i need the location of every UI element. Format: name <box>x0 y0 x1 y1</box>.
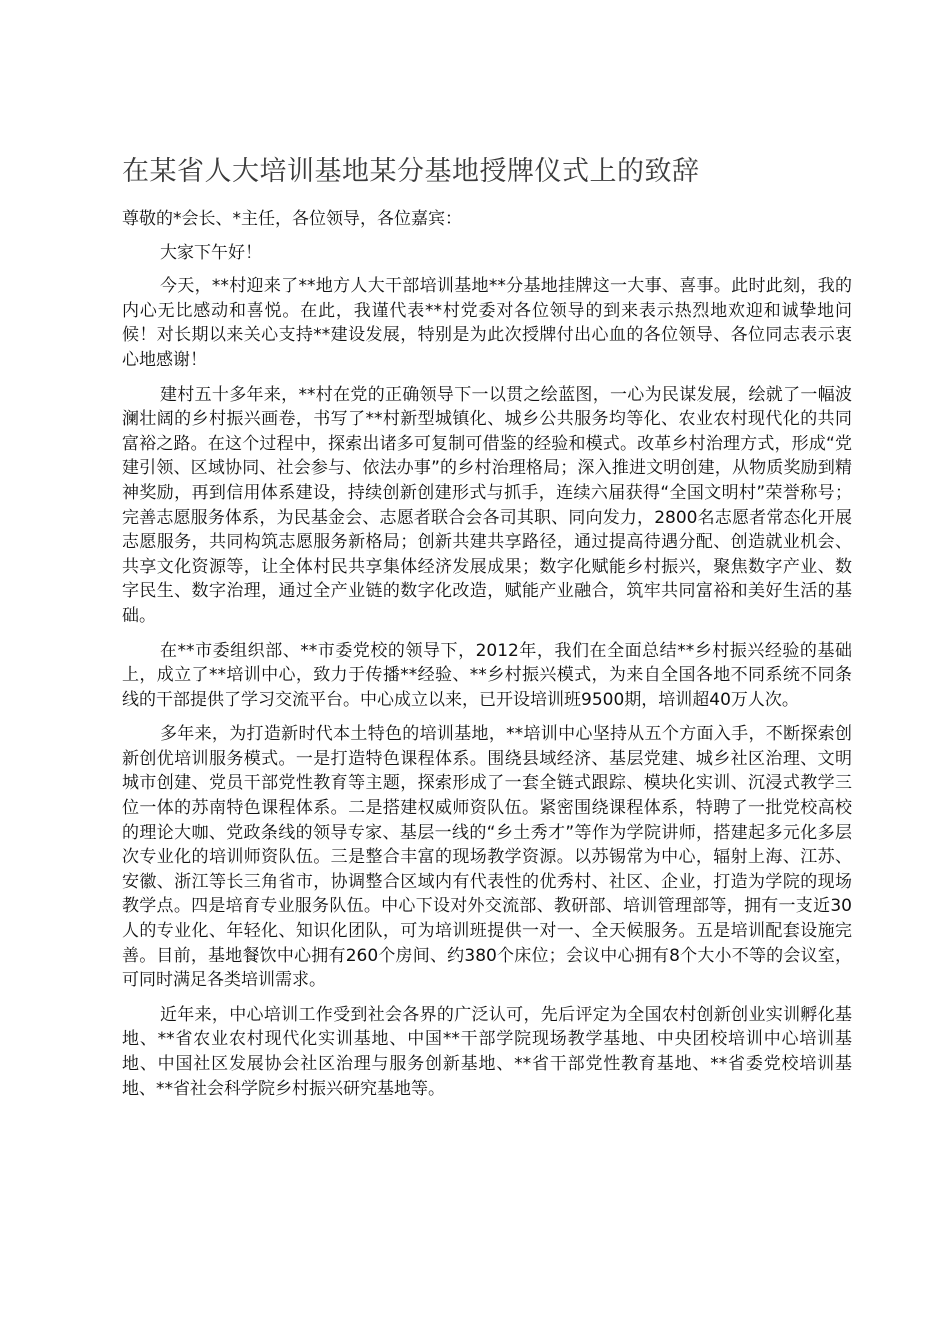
salutation: 尊敬的*会长、*主任，各位领导，各位嘉宾： <box>122 209 462 229</box>
document-body <box>122 207 852 1101</box>
document-title: 在某省人大培训基地某分基地授牌仪式上的致辞 <box>122 156 700 187</box>
paragraph-training-center-founding: 在**市委组织部、**市委党校的领导下，2012年，我们在全面总结**乡村振兴经验的基础上，成立了**培训中心，致力于传播**经验、**乡村振兴模式，为来自全国各地不同系统不同条线的干部提供了学习交流平台。中心成立以来，已开设培训班9500期，培训超40万人次。 <box>122 640 852 710</box>
paragraph-opening: 今天，**村迎来了**地方人大干部培训基地**分基地挂牌这一大事、喜事。此时此刻，我的内心无比感动和喜悦。在此，我谨代表**村党委对各位领导的到来表示热烈地欢迎和诚挚地问候！对长期以来关心支持**建设发展，特别是为此次授牌付出心血的各位领导、各位同志表示衷心地感谢！ <box>122 276 852 370</box>
paragraph-recognition: 近年来，中心培训工作受到社会各界的广泛认可，先后评定为全国农村创新创业实训孵化基地、**省农业农村现代化实训基地、中国**干部学院现场教学基地、中央团校培训中心培训基地、中国社区发展协会社区治理与服务创新基地、**省干部党性教育基地、**省委党校培训基地、**省社会科学院乡村振兴研究基地等。 <box>122 1004 852 1099</box>
paragraph-village-history: 建村五十多年来，**村在党的正确领导下一以贯之绘蓝图，一心为民谋发展，绘就了一幅波澜壮阔的乡村振兴画卷，书写了**村新型城镇化、城乡公共服务均等化、农业农村现代化的共同富裕之路。在这个过程中，探索出诸多可复制可借鉴的经验和模式。改革乡村治理方式，形成“党建引领、区域协同、社会参与、依法办事”的乡村治理格局；深入推进文明创建，从物质奖励到精神奖励，再到信用体系建设，持续创新创建形式与抓手，连续六届获得“全国文明村”荣誉称号；完善志愿服务体系，为民基金会、志愿者联合会各司其职、同向发力，2800名志愿者常态化开展志愿服务，共同构筑志愿服务新格局；创新共建共享路径，通过提高待遇分配、创造就业机会、共享文化资源等，让全体村民共享集体经济发展成果；数字化赋能乡村振兴，聚焦数字产业、数字民生、数字治理，通过全产业链的数字化改造，赋能产业融合，筑牢共同富裕和美好生活的基础。 <box>122 384 852 626</box>
paragraph-five-aspects: 多年来，为打造新时代本土特色的培训基地，**培训中心坚持从五个方面入手，不断探索创新创优培训服务模式。一是打造特色课程体系。围绕县域经济、基层党建、城乡社区治理、文明城市创建、党员干部党性教育等主题，探索形成了一套全链式跟踪、模块化实训、沉浸式教学三位一体的苏南特色课程体系。二是搭建权威师资队伍。紧密围绕课程体系，特聘了一批党校高校的理论大咖、党政条线的领导专家、基层一线的“乡土秀才”等作为学院讲师，搭建起多元化多层次专业化的培训师资队伍。三是整合丰富的现场教学资源。以苏锡常为中心，辐射上海、江苏、安徽、浙江等长三角省市，协调整合区域内有代表性的优秀村、社区、企业，打造为学院的现场教学点。四是培育专业服务队伍。中心下设对外交流部、教研部、培训管理部等，拥有一支近30人的专业化、年轻化、知识化团队，可为培训班提供一对一、全天候服务。五是培训配套设施完善。目前，基地餐饮中心拥有260个房间、约380个床位；会议中心拥有8个大小不等的会议室，可同时满足各类培训需求。 <box>122 724 852 991</box>
greeting: 大家下午好！ <box>160 242 262 263</box>
